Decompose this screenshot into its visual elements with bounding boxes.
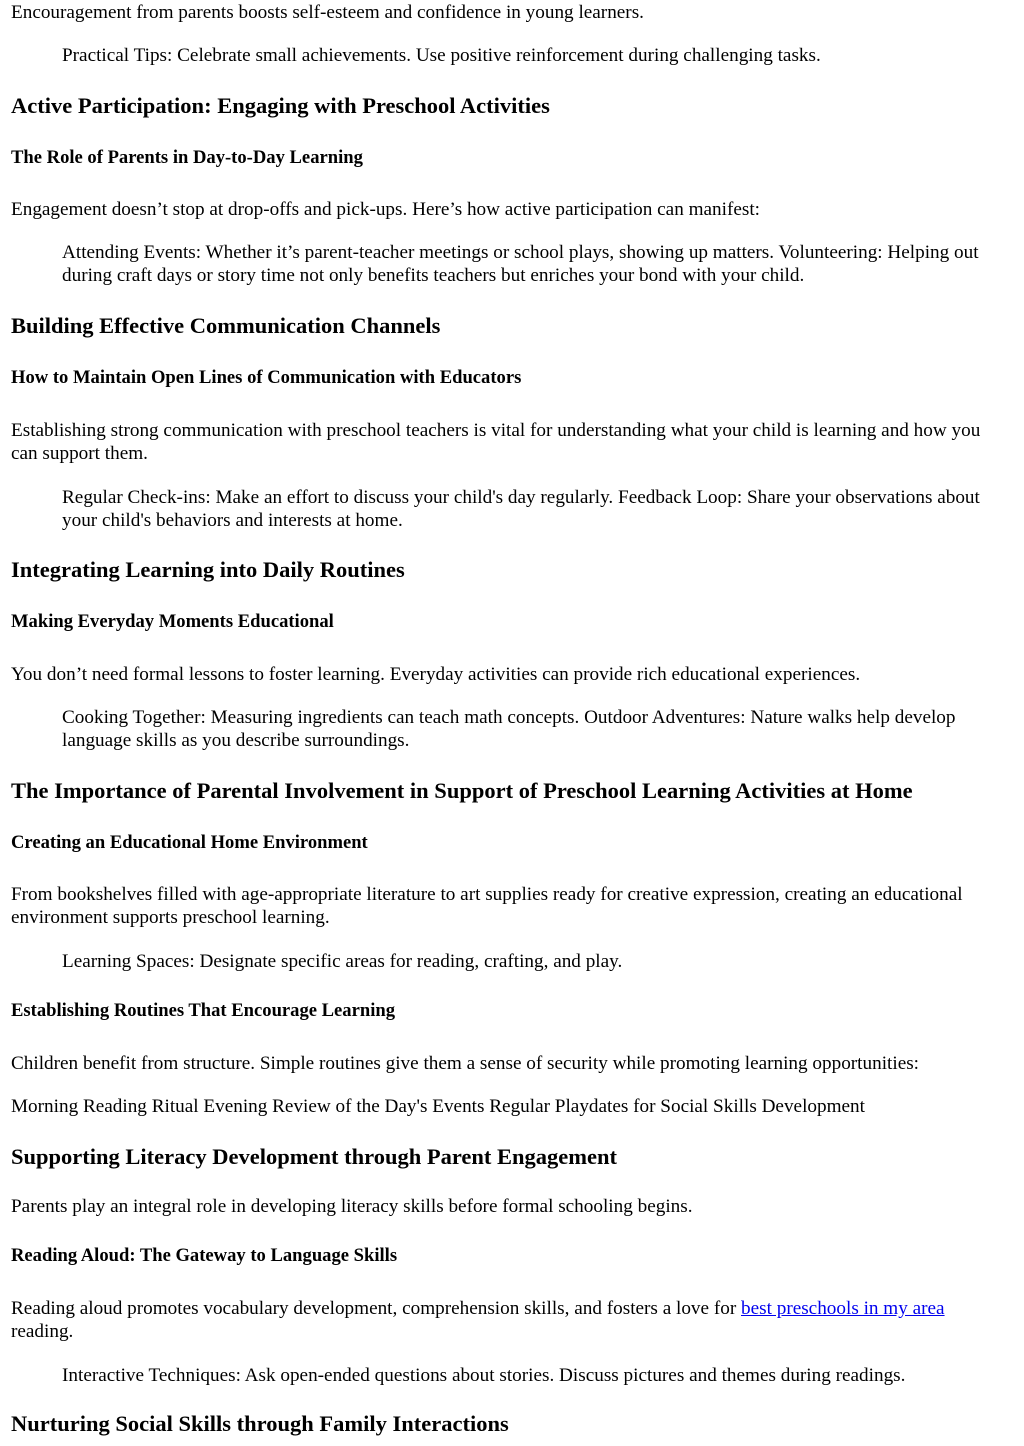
subheading-role-of-parents: The Role of Parents in Day-to-Day Learning [11,147,363,168]
paragraph-routine-list: Morning Reading Ritual Evening Review of the Day's Events Regular Playdates for Social Skills Development [11,1096,865,1117]
paragraph-encouragement: Encouragement from parents boosts self-esteem and confidence in young learners. [11,2,644,23]
quote-regular-checkins: Regular Check-ins: Make an effort to discuss your child's day regularly. Feedback Loop: Share your observations about your child's behaviors and interests at home. [62,487,980,531]
heading-active-participation: Active Participation: Engaging with Preschool Activities [11,93,550,118]
subheading-home-environment: Creating an Educational Home Environment [11,832,368,853]
paragraph-integral-role: Parents play an integral role in developing literacy skills before formal schooling begins. [11,1196,693,1217]
paragraph-establishing-communication: Establishing strong communication with preschool teachers is vital for understanding what your child is learning and how you can support them. [11,420,981,464]
quote-learning-spaces: Learning Spaces: Designate specific areas for reading, crafting, and play. [62,951,623,972]
heading-literacy-development: Supporting Literacy Development through Parent Engagement [11,1144,618,1169]
paragraph-formal-lessons: You don’t need formal lessons to foster learning. Everyday activities can provide rich educational experiences. [11,664,861,685]
quote-cooking-together: Cooking Together: Measuring ingredients can teach math concepts. Outdoor Adventures: Nature walks help develop language skills as you describe surroundings. [62,707,956,751]
reading-aloud-text-before: Reading aloud promotes vocabulary development, comprehension skills, and fosters a love for [11,1298,742,1319]
subheading-reading-aloud: Reading Aloud: The Gateway to Language Skills [11,1245,398,1266]
heading-importance-parental-involvement: The Importance of Parental Involvement in Support of Preschool Learning Activities at Home [11,778,913,803]
best-preschools-link[interactable]: best preschools in my area [741,1298,945,1319]
paragraph-structure: Children benefit from structure. Simple routines give them a sense of security while promoting learning opportunities: [11,1053,920,1074]
quote-attending-events: Attending Events: Whether it’s parent-teacher meetings or school plays, showing up matters. Volunteering: Helping out during craft days or story time not only benefits teachers but enriches your bond with your child. [62,242,979,286]
subheading-everyday-moments: Making Everyday Moments Educational [11,611,334,632]
paragraph-reading-aloud [11,1297,1006,1343]
quote-practical-tips: Practical Tips: Celebrate small achievements. Use positive reinforcement during challenging tasks. [62,45,821,66]
heading-communication-channels: Building Effective Communication Channels [11,313,441,338]
paragraph-engagement: Engagement doesn’t stop at drop-offs and pick-ups. Here’s how active participation can manifest: [11,199,760,220]
subheading-routines: Establishing Routines That Encourage Learning [11,1000,396,1021]
heading-daily-routines: Integrating Learning into Daily Routines [11,557,405,582]
subheading-open-lines: How to Maintain Open Lines of Communication with Educators [11,367,522,388]
quote-interactive-techniques: Interactive Techniques: Ask open-ended questions about stories. Discuss pictures and themes during readings. [62,1365,906,1386]
heading-social-skills: Nurturing Social Skills through Family Interactions [11,1411,509,1436]
paragraph-bookshelves: From bookshelves filled with age-appropriate literature to art supplies ready for creative expression, creating an educational environment supports preschool learning. [11,884,963,928]
reading-aloud-text-after: reading. [11,1321,74,1342]
